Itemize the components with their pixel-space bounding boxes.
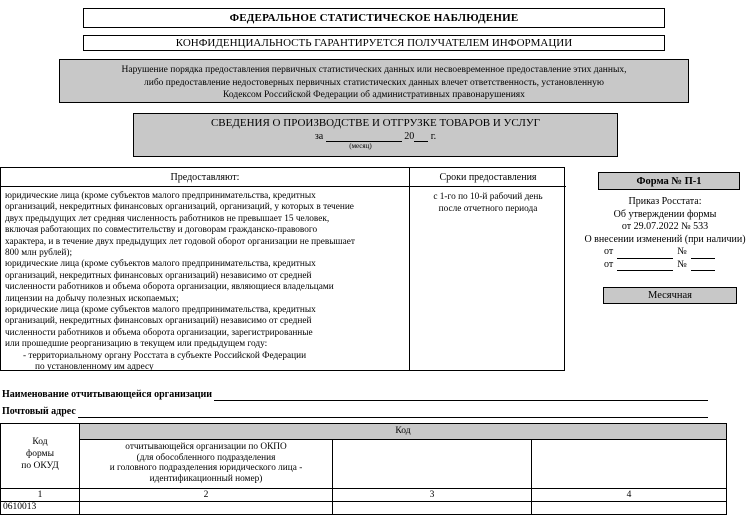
month-caption: (месяц) — [349, 142, 372, 150]
recipient-line-1: - территориальному органу Росстата в субъекте Российской Федерации — [23, 350, 307, 361]
submitters-header: Предоставляют: — [1, 168, 409, 187]
form-number: Форма № П-1 — [636, 175, 702, 187]
okpo-value-field[interactable] — [80, 502, 333, 514]
liability-warning — [59, 59, 689, 103]
col4-value-field[interactable] — [532, 502, 726, 514]
warning-line-3: Кодексом Российской Федерации об административных правонарушениях — [223, 90, 525, 100]
amendment-row-1 — [580, 246, 750, 259]
submitter-line: юридические лица (кроме субъектов малого предпринимательства, кредитных — [5, 191, 316, 201]
submitter-line: 800 млн рублей); — [5, 248, 73, 259]
order-info — [580, 196, 750, 271]
amendment-from-label: от — [604, 246, 614, 257]
kod-header — [80, 424, 726, 440]
col-number — [1, 489, 80, 502]
report-period — [134, 131, 617, 142]
okud-header — [1, 424, 80, 489]
okpo-header — [80, 440, 333, 489]
amendment-number-field[interactable] — [691, 258, 715, 259]
amendment-number-label: № — [677, 258, 687, 270]
amendment-date-field[interactable] — [617, 258, 673, 259]
okpo-header-line: отчитывающейся организации по ОКПО — [125, 442, 287, 452]
amendment-from-label: от — [604, 258, 614, 270]
code-header-col4 — [532, 440, 726, 489]
submitter-line: двух предыдущих лет средняя численность работников не превышает 15 человек, — [5, 213, 330, 224]
order-line-2: Об утверждении формы — [613, 208, 717, 220]
code-header-col3 — [333, 440, 532, 489]
okud-value: 0610013 — [3, 502, 37, 512]
form-number-badge — [598, 172, 740, 190]
report-title: СВЕДЕНИЯ О ПРОИЗВОДСТВЕ И ОТГРУЗКЕ ТОВАРОВ И УСЛУГ — [210, 117, 541, 129]
order-line-4: О внесении изменений (при наличии) — [584, 233, 746, 245]
col-number-4: 4 — [626, 490, 632, 500]
org-name-field[interactable] — [214, 389, 708, 401]
submitters-body — [1, 187, 409, 374]
okud-value-cell — [1, 502, 80, 514]
submitters-table — [0, 167, 565, 371]
col-number-2: 2 — [203, 490, 209, 500]
col-number — [532, 489, 726, 502]
year-prefix: 20 — [404, 131, 415, 142]
deadline-header: Сроки предоставления — [410, 168, 566, 187]
org-name-row — [2, 389, 708, 401]
amendment-number-field[interactable] — [691, 270, 715, 271]
col-number — [80, 489, 333, 502]
col3-value-field[interactable] — [333, 502, 532, 514]
okpo-header-line: идентификационный номер) — [149, 473, 263, 484]
warning-line-2: либо предоставление недостоверных первичных статистических данных влечет ответственность, установленную — [144, 77, 604, 88]
col-number-1: 1 — [37, 490, 43, 500]
recipient-line-2: по установленному им адресу — [35, 362, 154, 373]
submitter-line: организаций, некредитных финансовых организаций, организаций, у которых в течение — [5, 202, 354, 213]
col-number-3: 3 — [429, 490, 435, 500]
submitter-line: юридические лица (кроме субъектов малого предпринимательства, кредитных — [5, 259, 316, 270]
submitter-line: включая работающих по совместительству и договорам гражданско-правового — [5, 225, 318, 236]
amendment-date-field[interactable] — [617, 270, 673, 271]
org-name-label: Наименование отчитывающейся организации — [2, 389, 213, 400]
order-line-3: от 29.07.2022 № 533 — [621, 221, 709, 232]
survey-title-text: ФЕДЕРАЛЬНОЕ СТАТИСТИЧЕСКОЕ НАБЛЮДЕНИЕ — [229, 12, 519, 24]
warning-line-1: Нарушение порядка предоставления первичных статистических данных или несвоевременное предоставление этих данных, — [121, 65, 627, 75]
postal-address-row — [2, 406, 708, 418]
postal-address-field[interactable] — [78, 406, 708, 418]
submitter-line: или прошедшие реорганизацию в текущем или предыдущем году: — [5, 339, 268, 350]
survey-title — [83, 8, 665, 28]
submitter-line: организаций, некредитных финансовых организаций) независимо от средней — [5, 270, 312, 281]
period-za: за — [314, 131, 324, 142]
okpo-header-line: (для обособленного подразделения — [136, 452, 276, 463]
submitter-line: характера, и в течение двух предыдущих лет годовой оборот организации не превышает — [5, 236, 355, 247]
report-title-box — [133, 113, 618, 157]
okud-header-line: по ОКУД — [21, 461, 59, 471]
deadline-cell — [410, 187, 566, 215]
deadline-line-2: после отчетного периода — [438, 204, 538, 214]
okud-header-line: формы — [26, 449, 54, 459]
submitters-column — [1, 168, 410, 373]
order-line-1: Приказ Росстата: — [628, 196, 702, 207]
submitter-line: юридические лица (кроме субъектов малого предпринимательства, кредитных — [5, 305, 316, 316]
year-field[interactable] — [414, 141, 428, 142]
submitter-line: организаций, некредитных финансовых организаций) независимо от средней — [5, 316, 312, 327]
kod-header-text: Код — [395, 426, 411, 436]
okpo-header-line: и головного подразделения юридического лица - — [109, 463, 303, 473]
amendment-row-2 — [580, 259, 750, 272]
okud-header-line: Код — [32, 437, 48, 447]
postal-address-label: Почтовый адрес — [2, 406, 76, 417]
periodicity-text: Месячная — [648, 290, 692, 301]
col-number — [333, 489, 532, 502]
year-suffix: г. — [430, 131, 437, 142]
deadline-line-1: с 1-го по 10-й рабочий день — [433, 192, 543, 202]
confidentiality-text: КОНФИДЕНЦИАЛЬНОСТЬ ГАРАНТИРУЕТСЯ ПОЛУЧАТЕЛЕМ ИНФОРМАЦИИ — [175, 37, 573, 49]
submitter-line: лицензии на добычу полезных ископаемых; — [5, 293, 179, 304]
submitter-line: численности работников и объема оборота организации, являющиеся владельцами — [5, 282, 334, 293]
amendment-number-label: № — [677, 246, 687, 257]
submitter-line: численности работников и объема оборота организации, зарегистрированные — [5, 327, 313, 338]
periodicity-badge — [603, 287, 737, 304]
confidentiality-notice — [83, 35, 665, 51]
code-table — [0, 423, 727, 515]
